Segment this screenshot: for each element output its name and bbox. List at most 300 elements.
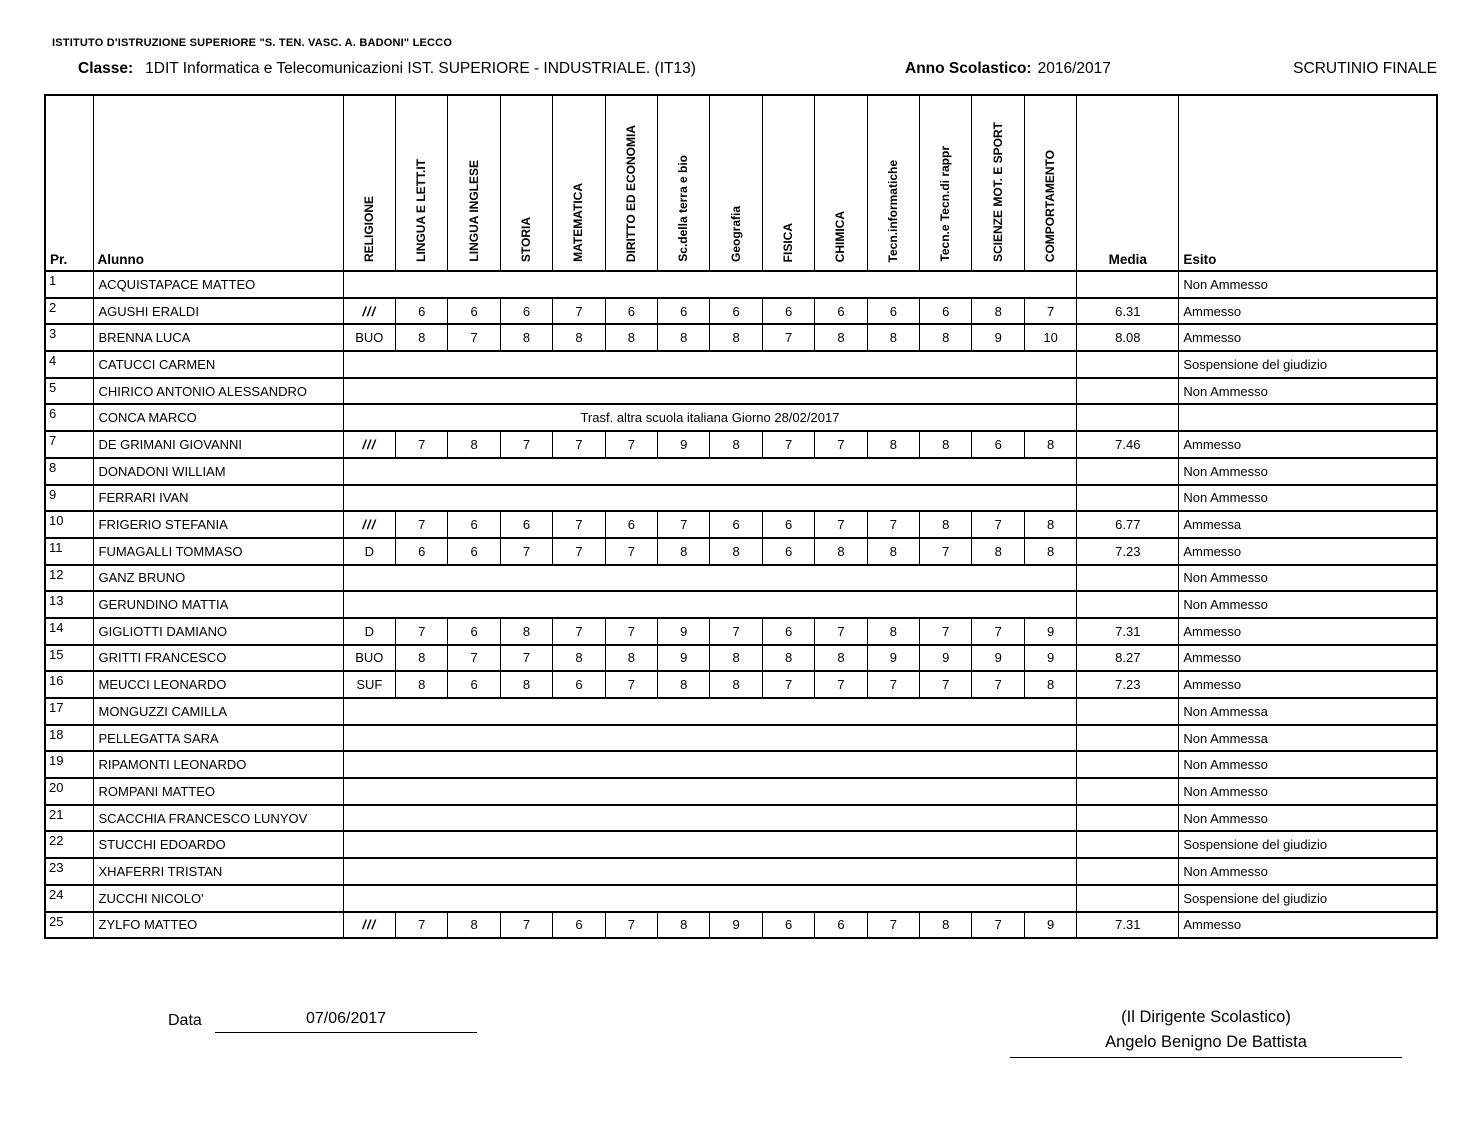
subject-grade: 6 bbox=[762, 912, 814, 939]
student-row bbox=[45, 431, 1437, 458]
student-row bbox=[45, 511, 1437, 538]
esito-value: Non Ammesso bbox=[1179, 485, 1437, 512]
subject-grade: 9 bbox=[867, 645, 919, 672]
header-row bbox=[45, 95, 1437, 271]
student-name: DONADONI WILLIAM bbox=[93, 458, 343, 485]
subject-grade: 9 bbox=[658, 431, 710, 458]
religione-grade: D bbox=[343, 618, 395, 645]
class-value: 1DIT Informatica e Telecomunicazioni IST. SUPERIORE - INDUSTRIALE. (IT13) bbox=[145, 60, 696, 77]
media-value bbox=[1077, 885, 1179, 912]
media-value: 6.31 bbox=[1077, 298, 1179, 325]
row-number: 15 bbox=[45, 645, 93, 672]
subject-grade: 7 bbox=[553, 618, 605, 645]
student-row bbox=[45, 324, 1437, 351]
subject-grade: 8 bbox=[920, 324, 972, 351]
media-value: 7.23 bbox=[1077, 538, 1179, 565]
subject-header bbox=[815, 95, 867, 271]
media-value bbox=[1077, 858, 1179, 885]
subject-grade: 7 bbox=[710, 618, 762, 645]
subject-grade: 8 bbox=[710, 671, 762, 698]
subject-grade: 9 bbox=[658, 645, 710, 672]
empty-grades-cell bbox=[343, 458, 1077, 485]
subject-grade: 8 bbox=[658, 538, 710, 565]
esito-value: Ammesso bbox=[1179, 671, 1437, 698]
student-name: GERUNDINO MATTIA bbox=[93, 591, 343, 618]
student-name: CATUCCI CARMEN bbox=[93, 351, 343, 378]
empty-grades-cell bbox=[343, 885, 1077, 912]
signature-block bbox=[1010, 1008, 1402, 1058]
student-row bbox=[45, 885, 1437, 912]
subject-grade: 8 bbox=[500, 324, 552, 351]
subject-grade: 7 bbox=[605, 618, 657, 645]
media-value bbox=[1077, 591, 1179, 618]
row-number: 3 bbox=[45, 324, 93, 351]
student-row bbox=[45, 458, 1437, 485]
dirigente-name: Angelo Benigno De Battista bbox=[1010, 1033, 1402, 1058]
subject-grade: 7 bbox=[867, 511, 919, 538]
empty-grades-cell bbox=[343, 565, 1077, 592]
row-number: 20 bbox=[45, 778, 93, 805]
subject-grade: 6 bbox=[710, 511, 762, 538]
student-name: RIPAMONTI LEONARDO bbox=[93, 751, 343, 778]
media-value bbox=[1077, 271, 1179, 298]
subject-grade: 6 bbox=[396, 538, 448, 565]
esito-value: Non Ammessa bbox=[1179, 698, 1437, 725]
esito-value: Ammesso bbox=[1179, 912, 1437, 939]
student-row bbox=[45, 351, 1437, 378]
student-row bbox=[45, 404, 1437, 431]
anno-scolastico-value: 2016/2017 bbox=[1037, 60, 1111, 77]
student-row bbox=[45, 618, 1437, 645]
subject-grade: 7 bbox=[762, 324, 814, 351]
subject-grade: 7 bbox=[762, 671, 814, 698]
esito-value: Ammesso bbox=[1179, 645, 1437, 672]
subject-grade: 7 bbox=[762, 431, 814, 458]
subject-header bbox=[553, 95, 605, 271]
subject-grade: 8 bbox=[448, 431, 500, 458]
subject-grade: 6 bbox=[553, 671, 605, 698]
student-row bbox=[45, 645, 1437, 672]
subject-grade: 9 bbox=[1024, 645, 1076, 672]
row-number: 19 bbox=[45, 751, 93, 778]
esito-value: Non Ammesso bbox=[1179, 565, 1437, 592]
empty-grades-cell bbox=[343, 805, 1077, 832]
student-name: FERRARI IVAN bbox=[93, 485, 343, 512]
row-number: 1 bbox=[45, 271, 93, 298]
data-value: 07/06/2017 bbox=[215, 1010, 477, 1033]
school-name: ISTITUTO D'ISTRUZIONE SUPERIORE "S. TEN. VASC. A. BADONI" LECCO bbox=[52, 37, 453, 49]
esito-value: Sospensione del giudizio bbox=[1179, 885, 1437, 912]
subject-grade: 8 bbox=[500, 618, 552, 645]
subject-grade: 7 bbox=[972, 618, 1024, 645]
student-name: GANZ BRUNO bbox=[93, 565, 343, 592]
subject-grade: 6 bbox=[396, 298, 448, 325]
subject-header bbox=[658, 95, 710, 271]
subject-grade: 7 bbox=[500, 431, 552, 458]
anno-scolastico-label: Anno Scolastico: bbox=[905, 60, 1032, 77]
student-name: PELLEGATTA SARA bbox=[93, 725, 343, 752]
subject-grade: 8 bbox=[762, 645, 814, 672]
subject-grade: 8 bbox=[710, 431, 762, 458]
subject-grade: 8 bbox=[867, 324, 919, 351]
media-value: 7.23 bbox=[1077, 671, 1179, 698]
subject-header-label: Tecn.e Tecn.di rappr bbox=[938, 146, 953, 262]
religione-grade: SUF bbox=[343, 671, 395, 698]
subject-grade: 7 bbox=[815, 511, 867, 538]
esito-value: Sospensione del giudizio bbox=[1179, 831, 1437, 858]
subject-grade: 9 bbox=[972, 324, 1024, 351]
esito-value: Ammesso bbox=[1179, 324, 1437, 351]
row-number: 8 bbox=[45, 458, 93, 485]
esito-value: Non Ammesso bbox=[1179, 805, 1437, 832]
subject-header-label: LINGUA E LETT.IT bbox=[414, 159, 429, 262]
student-row bbox=[45, 912, 1437, 939]
subject-header-label: DIRITTO ED ECONOMIA bbox=[623, 124, 638, 262]
media-header: Media bbox=[1077, 95, 1179, 271]
esito-value: Non Ammesso bbox=[1179, 458, 1437, 485]
subject-grade: 8 bbox=[605, 645, 657, 672]
class-label: Classe: bbox=[78, 60, 134, 77]
empty-grades-cell bbox=[343, 725, 1077, 752]
student-row bbox=[45, 698, 1437, 725]
scrutinio-title: SCRUTINIO FINALE bbox=[1293, 60, 1437, 77]
subject-grade: 6 bbox=[762, 618, 814, 645]
subject-header bbox=[762, 95, 814, 271]
student-name: ROMPANI MATTEO bbox=[93, 778, 343, 805]
esito-value: Non Ammesso bbox=[1179, 378, 1437, 405]
subject-grade: 7 bbox=[920, 538, 972, 565]
subject-grade: 7 bbox=[972, 671, 1024, 698]
media-value bbox=[1077, 485, 1179, 512]
subject-grade: 8 bbox=[815, 324, 867, 351]
row-number: 2 bbox=[45, 298, 93, 325]
subject-grade: 6 bbox=[448, 298, 500, 325]
subject-header-label: SCIENZE MOT. E SPORT bbox=[990, 121, 1005, 262]
subject-grade: 7 bbox=[815, 671, 867, 698]
esito-value: Non Ammesso bbox=[1179, 271, 1437, 298]
subject-grade: 8 bbox=[867, 431, 919, 458]
row-number: 7 bbox=[45, 431, 93, 458]
subject-grade: 7 bbox=[553, 538, 605, 565]
subject-grade: 8 bbox=[553, 645, 605, 672]
subject-grade: 8 bbox=[1024, 431, 1076, 458]
media-value bbox=[1077, 351, 1179, 378]
media-value bbox=[1077, 831, 1179, 858]
subject-grade: 7 bbox=[920, 671, 972, 698]
subject-grade: 8 bbox=[815, 645, 867, 672]
subject-grade: 7 bbox=[605, 431, 657, 458]
subject-grade: 9 bbox=[920, 645, 972, 672]
row-number: 14 bbox=[45, 618, 93, 645]
subject-grade: 8 bbox=[710, 645, 762, 672]
subject-grade: 8 bbox=[448, 912, 500, 939]
media-value: 7.31 bbox=[1077, 618, 1179, 645]
subject-grade: 9 bbox=[1024, 618, 1076, 645]
subject-grade: 7 bbox=[500, 538, 552, 565]
subject-grade: 8 bbox=[605, 324, 657, 351]
empty-grades-cell bbox=[343, 778, 1077, 805]
media-value bbox=[1077, 378, 1179, 405]
subject-grade: 6 bbox=[448, 618, 500, 645]
subject-header-label: COMPORTAMENTO bbox=[1043, 149, 1057, 262]
student-name: ACQUISTAPACE MATTEO bbox=[93, 271, 343, 298]
subject-header bbox=[396, 95, 448, 271]
media-value: 6.77 bbox=[1077, 511, 1179, 538]
empty-grades-cell bbox=[343, 858, 1077, 885]
student-row bbox=[45, 725, 1437, 752]
student-name: GIGLIOTTI DAMIANO bbox=[93, 618, 343, 645]
subject-grade: 8 bbox=[920, 431, 972, 458]
media-value: 7.31 bbox=[1077, 912, 1179, 939]
student-name: CHIRICO ANTONIO ALESSANDRO bbox=[93, 378, 343, 405]
religione-grade: /// bbox=[343, 511, 395, 538]
esito-value: Ammessa bbox=[1179, 511, 1437, 538]
subject-header-label: MATEMATICA bbox=[571, 183, 586, 262]
subject-grade: 7 bbox=[553, 431, 605, 458]
religione-grade: D bbox=[343, 538, 395, 565]
empty-grades-cell bbox=[343, 831, 1077, 858]
empty-grades-cell bbox=[343, 698, 1077, 725]
row-number: 25 bbox=[45, 912, 93, 939]
row-number: 11 bbox=[45, 538, 93, 565]
subject-header-label: Sc.della terra e bio bbox=[676, 155, 691, 262]
subject-grade: 6 bbox=[448, 511, 500, 538]
subject-header bbox=[920, 95, 972, 271]
empty-grades-cell bbox=[343, 591, 1077, 618]
row-number: 13 bbox=[45, 591, 93, 618]
esito-value: Ammesso bbox=[1179, 298, 1437, 325]
subject-grade: 8 bbox=[553, 324, 605, 351]
subject-grade: 8 bbox=[710, 324, 762, 351]
empty-grades-cell bbox=[343, 351, 1077, 378]
subject-grade: 8 bbox=[396, 324, 448, 351]
row-number: 10 bbox=[45, 511, 93, 538]
religione-grade: BUO bbox=[343, 324, 395, 351]
esito-value: Non Ammesso bbox=[1179, 858, 1437, 885]
row-number: 23 bbox=[45, 858, 93, 885]
row-number: 21 bbox=[45, 805, 93, 832]
subject-grade: 8 bbox=[815, 538, 867, 565]
subject-grade: 7 bbox=[920, 618, 972, 645]
subject-grade: 6 bbox=[920, 298, 972, 325]
subject-grade: 6 bbox=[815, 912, 867, 939]
student-name: FRIGERIO STEFANIA bbox=[93, 511, 343, 538]
subject-grade: 8 bbox=[920, 511, 972, 538]
student-row bbox=[45, 805, 1437, 832]
subject-grade: 8 bbox=[1024, 511, 1076, 538]
subject-grade: 8 bbox=[920, 912, 972, 939]
subject-grade: 7 bbox=[553, 298, 605, 325]
row-number: 9 bbox=[45, 485, 93, 512]
subject-grade: 8 bbox=[396, 671, 448, 698]
subject-grade: 8 bbox=[972, 538, 1024, 565]
subject-grade: 8 bbox=[867, 538, 919, 565]
subject-grade: 6 bbox=[658, 298, 710, 325]
transfer-note: Trasf. altra scuola italiana Giorno 28/02/2017 bbox=[343, 404, 1077, 431]
esito-value: Non Ammesso bbox=[1179, 778, 1437, 805]
subject-grade: 7 bbox=[658, 511, 710, 538]
subject-grade: 7 bbox=[500, 912, 552, 939]
row-number: 12 bbox=[45, 565, 93, 592]
subject-grade: 8 bbox=[867, 618, 919, 645]
student-row bbox=[45, 538, 1437, 565]
subject-grade: 6 bbox=[762, 511, 814, 538]
data-label: Data bbox=[168, 1012, 202, 1029]
subject-grade: 6 bbox=[762, 538, 814, 565]
grades-table bbox=[44, 94, 1438, 939]
subject-header bbox=[710, 95, 762, 271]
media-value: 8.08 bbox=[1077, 324, 1179, 351]
student-name: SCACCHIA FRANCESCO LUNYOV bbox=[93, 805, 343, 832]
subject-grade: 8 bbox=[972, 298, 1024, 325]
subject-header-label: RELIGIONE bbox=[361, 195, 376, 262]
subject-grade: 6 bbox=[553, 912, 605, 939]
subject-header bbox=[605, 95, 657, 271]
subject-grade: 6 bbox=[972, 431, 1024, 458]
media-value bbox=[1077, 565, 1179, 592]
student-name: AGUSHI ERALDI bbox=[93, 298, 343, 325]
student-row bbox=[45, 271, 1437, 298]
subject-grade: 9 bbox=[972, 645, 1024, 672]
students-tbody bbox=[45, 271, 1437, 938]
subject-grade: 9 bbox=[710, 912, 762, 939]
subject-grade: 9 bbox=[658, 618, 710, 645]
student-row bbox=[45, 378, 1437, 405]
esito-value: Non Ammesso bbox=[1179, 591, 1437, 618]
subject-grade: 7 bbox=[448, 324, 500, 351]
student-name: ZYLFO MATTEO bbox=[93, 912, 343, 939]
dirigente-label: (Il Dirigente Scolastico) bbox=[1121, 1008, 1291, 1026]
class-line bbox=[78, 60, 696, 78]
student-row bbox=[45, 565, 1437, 592]
subject-header bbox=[343, 95, 395, 271]
student-name: DE GRIMANI GIOVANNI bbox=[93, 431, 343, 458]
subject-header-label: CHIMICA bbox=[833, 210, 848, 262]
subject-grade: 7 bbox=[396, 912, 448, 939]
religione-grade: /// bbox=[343, 298, 395, 325]
row-number: 6 bbox=[45, 404, 93, 431]
media-value bbox=[1077, 725, 1179, 752]
row-number: 22 bbox=[45, 831, 93, 858]
student-name: CONCA MARCO bbox=[93, 404, 343, 431]
subject-grade: 7 bbox=[815, 618, 867, 645]
subject-header-label: STORIA bbox=[518, 216, 533, 262]
media-value: 8.27 bbox=[1077, 645, 1179, 672]
student-row bbox=[45, 751, 1437, 778]
subject-grade: 8 bbox=[658, 671, 710, 698]
row-number: 17 bbox=[45, 698, 93, 725]
subject-grade: 7 bbox=[972, 912, 1024, 939]
subject-grade: 7 bbox=[500, 645, 552, 672]
subject-grade: 6 bbox=[605, 511, 657, 538]
student-row bbox=[45, 485, 1437, 512]
subject-header bbox=[500, 95, 552, 271]
student-row bbox=[45, 858, 1437, 885]
alunno-header: Alunno bbox=[93, 95, 343, 271]
subject-header-label: Tecn.informatiche bbox=[885, 159, 900, 262]
student-name: GRITTI FRANCESCO bbox=[93, 645, 343, 672]
esito-value: Sospensione del giudizio bbox=[1179, 351, 1437, 378]
subject-grade: 7 bbox=[867, 912, 919, 939]
row-number: 24 bbox=[45, 885, 93, 912]
subject-grade: 6 bbox=[762, 298, 814, 325]
student-name: FUMAGALLI TOMMASO bbox=[93, 538, 343, 565]
subject-grade: 8 bbox=[500, 671, 552, 698]
subject-grade: 8 bbox=[658, 324, 710, 351]
empty-grades-cell bbox=[343, 271, 1077, 298]
subject-grade: 7 bbox=[448, 645, 500, 672]
subject-header bbox=[448, 95, 500, 271]
subject-grade: 7 bbox=[396, 511, 448, 538]
subject-grade: 8 bbox=[396, 645, 448, 672]
subject-grade: 6 bbox=[605, 298, 657, 325]
subject-header bbox=[867, 95, 919, 271]
student-row bbox=[45, 591, 1437, 618]
student-row bbox=[45, 298, 1437, 325]
media-value bbox=[1077, 751, 1179, 778]
subject-grade: 7 bbox=[605, 912, 657, 939]
row-number: 5 bbox=[45, 378, 93, 405]
subject-grade: 8 bbox=[1024, 538, 1076, 565]
empty-grades-cell bbox=[343, 751, 1077, 778]
esito-value bbox=[1179, 404, 1437, 431]
esito-value: Ammesso bbox=[1179, 431, 1437, 458]
anno-scolastico-line bbox=[905, 60, 1111, 78]
subject-grade: 6 bbox=[867, 298, 919, 325]
subject-grade: 7 bbox=[815, 431, 867, 458]
row-number: 4 bbox=[45, 351, 93, 378]
esito-value: Non Ammesso bbox=[1179, 751, 1437, 778]
religione-grade: BUO bbox=[343, 645, 395, 672]
media-value bbox=[1077, 778, 1179, 805]
student-name: ZUCCHI NICOLO' bbox=[93, 885, 343, 912]
subject-grade: 6 bbox=[710, 298, 762, 325]
esito-value: Ammesso bbox=[1179, 618, 1437, 645]
subject-grade: 7 bbox=[553, 511, 605, 538]
subject-grade: 9 bbox=[1024, 912, 1076, 939]
subject-grade: 7 bbox=[605, 538, 657, 565]
subject-grade: 6 bbox=[448, 671, 500, 698]
row-number: 16 bbox=[45, 671, 93, 698]
religione-grade: /// bbox=[343, 431, 395, 458]
student-row bbox=[45, 671, 1437, 698]
subject-header bbox=[972, 95, 1024, 271]
student-row bbox=[45, 778, 1437, 805]
row-number: 18 bbox=[45, 725, 93, 752]
subject-header-label: Geografia bbox=[728, 205, 743, 262]
subject-header bbox=[1024, 95, 1076, 271]
subject-grade: 7 bbox=[396, 431, 448, 458]
media-value bbox=[1077, 805, 1179, 832]
student-name: BRENNA LUCA bbox=[93, 324, 343, 351]
subject-header-label: LINGUA INGLESE bbox=[466, 160, 481, 262]
student-name: STUCCHI EDOARDO bbox=[93, 831, 343, 858]
subject-grade: 8 bbox=[710, 538, 762, 565]
student-name: XHAFERRI TRISTAN bbox=[93, 858, 343, 885]
media-value bbox=[1077, 458, 1179, 485]
subject-grade: 10 bbox=[1024, 324, 1076, 351]
student-name: MEUCCI LEONARDO bbox=[93, 671, 343, 698]
empty-grades-cell bbox=[343, 485, 1077, 512]
subject-grade: 7 bbox=[605, 671, 657, 698]
subject-grade: 7 bbox=[1024, 298, 1076, 325]
subject-grade: 8 bbox=[658, 912, 710, 939]
subject-grade: 7 bbox=[867, 671, 919, 698]
media-value: 7.46 bbox=[1077, 431, 1179, 458]
subject-grade: 7 bbox=[972, 511, 1024, 538]
empty-grades-cell bbox=[343, 378, 1077, 405]
subject-grade: 8 bbox=[1024, 671, 1076, 698]
